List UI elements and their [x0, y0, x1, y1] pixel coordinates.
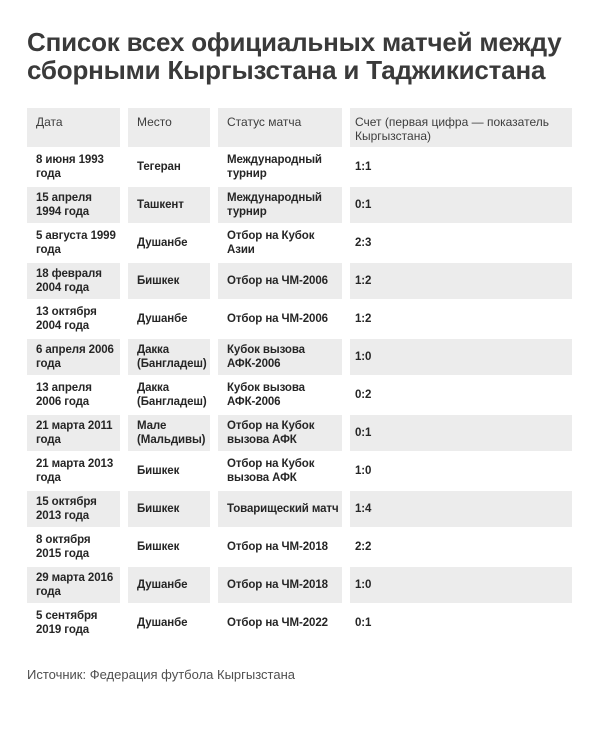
cell-score: 2:3 — [355, 237, 372, 249]
cell-date: 8 июня 1993 года — [36, 154, 104, 180]
cell-status: Отбор на ЧМ-2022 — [227, 617, 328, 629]
table-row — [27, 339, 573, 375]
cell-status: Отбор на Кубок вызова АФК — [218, 415, 342, 451]
cell-score: 1:2 — [350, 263, 572, 299]
cell-score: 0:1 — [355, 617, 372, 629]
cell-place: Бишкек — [137, 465, 180, 477]
cell-place: Душанбе — [137, 237, 188, 249]
cell-score: 1:4 — [350, 491, 572, 527]
cell-place: Дакка (Бангладеш) — [137, 382, 207, 408]
cell-place: Бишкек — [128, 263, 210, 299]
cell-date: 6 апреля 2006 года — [27, 339, 120, 375]
cell-place: Душанбе — [137, 617, 188, 629]
table-row — [27, 301, 573, 337]
cell-status: Международный турнир — [218, 187, 342, 223]
source-note: Источник: Федерация футбола Кыргызстана — [27, 667, 295, 682]
cell-score: 1:1 — [355, 161, 372, 173]
table-body — [27, 149, 573, 641]
table-header-row — [27, 108, 573, 147]
table-row — [27, 263, 573, 299]
cell-place: Мале (Мальдивы) — [128, 415, 210, 451]
cell-place: Дакка (Бангладеш) — [128, 339, 210, 375]
cell-date: 15 апреля 1994 года — [27, 187, 120, 223]
cell-score: 1:2 — [355, 313, 372, 325]
cell-status: Отбор на ЧМ-2018 — [227, 541, 328, 553]
cell-status: Международный турнир — [227, 154, 322, 180]
column-header-score: Счет (первая цифра — показатель Кыргызстана) — [350, 108, 572, 147]
cell-score: 1:0 — [350, 339, 572, 375]
page-title: Список всех официальных матчей между сборными Кыргызстана и Таджикистана — [27, 27, 562, 85]
cell-date: 5 сентября 2019 года — [36, 610, 98, 636]
cell-place: Бишкек — [137, 541, 180, 553]
cell-status: Кубок вызова АФК-2006 — [218, 339, 342, 375]
cell-date: 21 марта 2013 года — [36, 458, 114, 484]
cell-place: Тегеран — [137, 161, 181, 173]
cell-status: Отбор на Кубок вызова АФК — [227, 458, 315, 484]
table-row — [27, 149, 573, 185]
cell-score: 1:0 — [350, 567, 572, 603]
cell-date: 29 марта 2016 года — [27, 567, 120, 603]
cell-date: 8 октября 2015 года — [36, 534, 91, 560]
cell-status: Кубок вызова АФК-2006 — [227, 382, 305, 408]
cell-status: Отбор на Кубок Азии — [227, 230, 315, 256]
cell-score: 0:2 — [355, 389, 372, 401]
cell-place: Ташкент — [128, 187, 210, 223]
table-row — [27, 187, 573, 223]
cell-date: 13 апреля 2006 года — [36, 382, 92, 408]
cell-score: 2:2 — [355, 541, 372, 553]
cell-score: 1:0 — [355, 465, 372, 477]
cell-date: 15 октября 2013 года — [27, 491, 120, 527]
table-row — [27, 491, 573, 527]
infographic-page — [0, 28, 600, 739]
cell-score: 0:1 — [350, 415, 572, 451]
cell-status: Отбор на ЧМ-2006 — [218, 263, 342, 299]
table-row — [27, 605, 573, 641]
table-row — [27, 377, 573, 413]
cell-score: 0:1 — [350, 187, 572, 223]
table-row — [27, 453, 573, 489]
cell-place: Душанбе — [128, 567, 210, 603]
cell-place: Душанбе — [137, 313, 188, 325]
table-row — [27, 567, 573, 603]
cell-place: Бишкек — [128, 491, 210, 527]
table-row — [27, 529, 573, 565]
cell-status: Отбор на ЧМ-2018 — [218, 567, 342, 603]
table-row — [27, 225, 573, 261]
table-row — [27, 415, 573, 451]
column-header-place: Место — [128, 108, 210, 147]
column-header-date: Дата — [27, 108, 120, 147]
column-header-status: Статус матча — [218, 108, 342, 147]
matches-table — [27, 108, 573, 641]
cell-date: 13 октября 2004 года — [36, 306, 97, 332]
cell-date: 5 августа 1999 года — [36, 230, 116, 256]
cell-date: 18 февраля 2004 года — [27, 263, 120, 299]
cell-date: 21 марта 2011 года — [27, 415, 120, 451]
cell-status: Товарищеский матч — [218, 491, 342, 527]
cell-status: Отбор на ЧМ-2006 — [227, 313, 328, 325]
